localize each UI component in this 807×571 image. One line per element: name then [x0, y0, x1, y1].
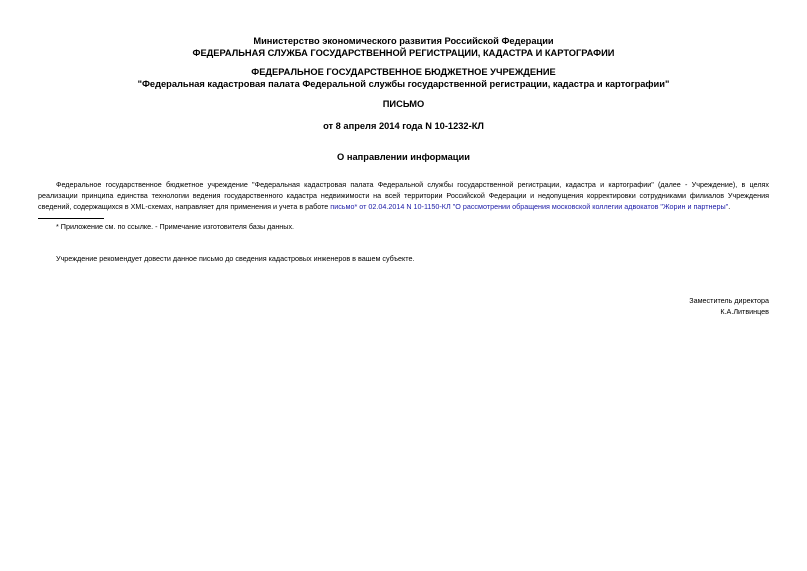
document-date-number — [0, 120, 807, 132]
document-type — [0, 98, 807, 110]
document-subject — [0, 151, 807, 163]
signature-block — [689, 296, 769, 317]
document-type-label: ПИСЬМО — [382, 99, 425, 109]
ministry-header — [0, 35, 807, 59]
body-paragraph-1-text: Федеральное государственное бюджетное учреждение "Федеральная кадастровая палата Федеральной службы государственной регистрации, кадастра и картографии" (далее - Учреждение), в целях реализации принципа единства технологии ведения государственного кадастра недвижимости на всей территории Российской Федерации и недопущения корректировки сотрудниками филиалов Учреждения сведений, содержащихся в XML-схемах, направляет для применения и учета в работе — [38, 180, 769, 211]
signature-position: Заместитель директора — [689, 296, 769, 305]
institution-type: ФЕДЕРАЛЬНОЕ ГОСУДАРСТВЕННОЕ БЮДЖЕТНОЕ УЧРЕЖДЕНИЕ — [251, 67, 556, 77]
ministry-name: Министерство экономического развития Российской Федерации — [253, 36, 554, 46]
body-paragraph-1 — [38, 180, 769, 212]
body-paragraph-1-end: . — [728, 201, 731, 211]
signature-name: К.А.Литвинцев — [720, 306, 769, 316]
referenced-letter-link[interactable]: письмо* от 02.04.2014 N 10-1150-КЛ "О рассмотрении обращения московской коллегии адвокатов "Жорин и партнеры" — [330, 201, 729, 211]
document-date-number-text: от 8 апреля 2014 года N 10-1232-КЛ — [323, 121, 484, 131]
body-paragraph-2: Учреждение рекомендует довести данное письмо до сведения кадастровых инженеров в вашем субъекте. — [56, 254, 415, 263]
institution-name: "Федеральная кадастровая палата Федеральной службы государственной регистрации, кадастра и картографии" — [137, 79, 670, 89]
institution-header — [0, 66, 807, 90]
service-name: ФЕДЕРАЛЬНАЯ СЛУЖБА ГОСУДАРСТВЕННОЙ РЕГИСТРАЦИИ, КАДАСТРА И КАРТОГРАФИИ — [192, 48, 615, 58]
document-subject-text: О направлении информации — [337, 152, 470, 162]
footnote: * Приложение см. по ссылке. - Примечание изготовителя базы данных. — [56, 222, 295, 231]
footnote-divider — [38, 218, 104, 219]
